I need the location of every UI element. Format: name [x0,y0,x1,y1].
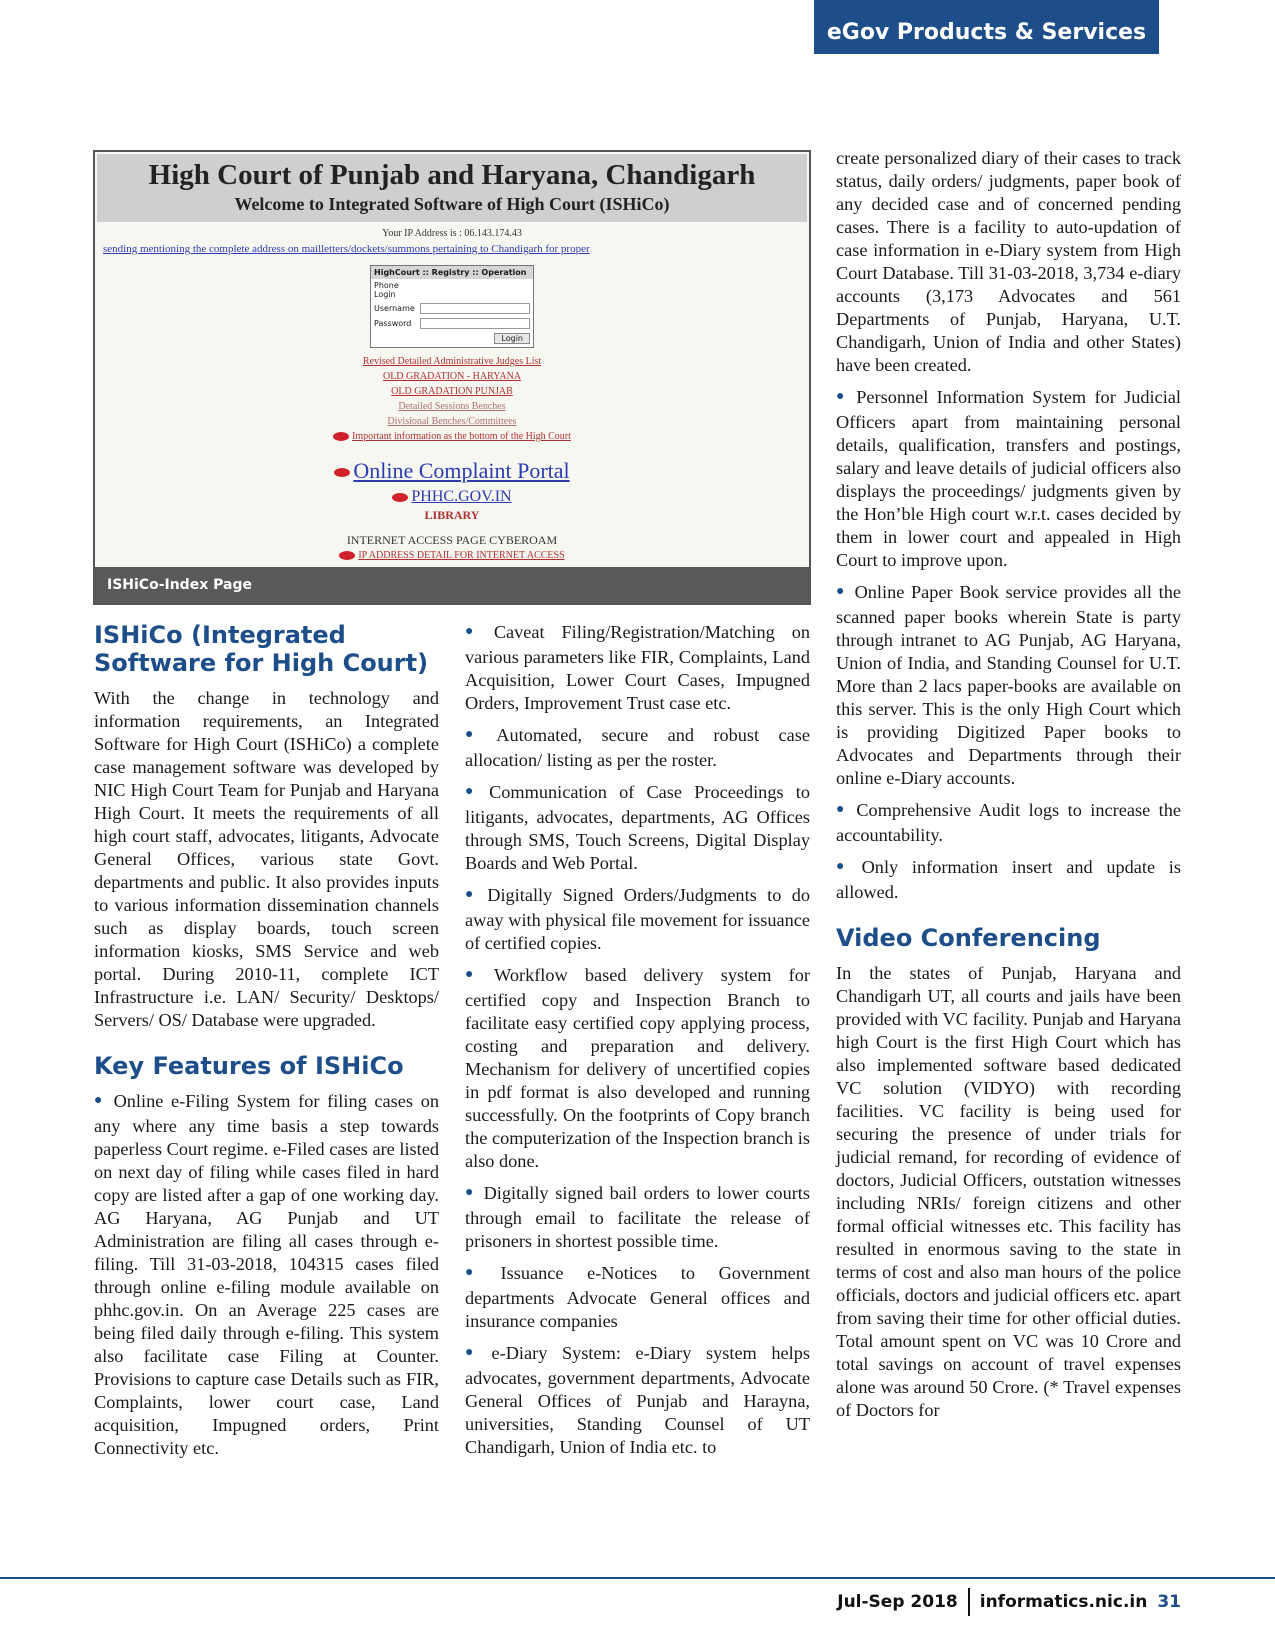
screenshot-portal-text: Online Complaint Portal [353,458,570,483]
new-badge-icon [392,493,408,502]
screenshot-header [97,154,807,222]
screenshot-internet-link: INTERNET ACCESS PAGE CYBEROAM [346,533,558,547]
screenshot-link: OLD GRADATION PUNJAB [391,386,513,397]
section-heading-ishico: ISHiCo (Integrated Software for High Court) [94,621,429,677]
bullet-item: ● Communication of Case Proceedings to litigants, advocates, departments, AG Offices through SMS, Touch Screens, Digital Display Boards and Web Portal. [465,781,810,875]
footer-rule [0,1577,1275,1579]
bullet-item: ● e-Diary System: e-Diary system helps advocates, government departments, Advocate General Offices of Punjab and Harayna, universities, Standing Counsel of UT Chandigarh, Union of India etc. to [465,1342,810,1459]
screenshot-notice-link [95,429,809,444]
login-password-label: Password [374,319,412,328]
login-phone-label: Phone Login [374,281,399,299]
screenshot-site-text: PHHC.GOV.IN [411,488,512,505]
login-button: Login [494,333,530,344]
login-box-header: HighCourt :: Registry :: Operation [371,266,533,279]
login-phone-row [371,279,533,301]
screenshot-link: Detailed Sessions Benches [398,401,506,412]
bullet-item: ● Workflow based delivery system for certified copy and Inspection Branch to facilitate easy certified copy applying process, costing and preparation and delivery. Mechanism for delivery of uncertified copies in pdf format is also developed and running successfully. On the footprints of Copy branch the computerization of the Inspection branch is also done. [465,964,810,1173]
paragraph: In the states of Punjab, Haryana and Chandigarh UT, all courts and jails have been provided with VC facility. Punjab and Haryana high Court is the first High Court which has also implemented software based dedicated VC solution (VIDYO) with recording facilities. VC facility is being used for securing the presence of under trials for judicial remand, for recording of evidence of doctors, Judicial Officers, outstation witnesses including NRIs/ foreign citizens and other formal official witnesses etc. This facility has resulted in enormous saving to the state in terms of cost and also man hours of the police officials, doctors and judicial officers etc. apart from saving their time for other official duties. Total amount spent on VC was 10 Crore and total savings on account of travel expenses alone was around 50 Crore. (* Travel expenses of Doctors for [836,963,1181,1420]
screenshot-library-link: LIBRARY [424,508,480,522]
figure-caption-text: ISHiCo-Index Page [107,577,252,593]
screenshot-internet-link-2 [95,548,809,563]
bullet-item: ● Online e-Filing System for filing cases on any where any time basis a step towards paperless Court regime. e-Filed cases are listed on next day of filing while cases filed in hard copy are listed after a gap of one working day. AG Haryana, AG Punjab and UT Administration are filing all cases through e-filing. Till 31-03-2018, 104315 cases filed through online e-filing module available on phhc.gov.in. On an Average 225 cases are being filed daily through e-filing. This system also facilitate case Filing at Counter. Provisions to capture case Details such as FIR, Complaints, lower court case, Land acquisition, Impugned orders, Print Connectivity etc. [94,1090,439,1460]
login-username-field [420,303,530,314]
bullet-item: ● Issuance e-Notices to Government departments Advocate General offices and insurance companies [465,1262,810,1333]
screenshot-link: Divisional Benches/Committees [387,416,517,427]
column-1 [94,621,439,1469]
page-number: 31 [1157,1592,1181,1612]
login-username-label: Username [374,304,415,313]
column-3 [836,147,1181,1431]
section-tab [814,0,1159,54]
ishico-index-screenshot [93,150,811,605]
login-button-row [371,331,533,347]
screenshot-marquee: sending mentioning the complete address on mailletters/dockets/summons pertaining to Chandigarh for proper [103,243,590,255]
footer-separator [968,1588,970,1616]
screenshot-site-link [95,488,809,506]
screenshot-ip-line: Your IP Address is : 06.143.174.43 [382,228,522,239]
footer-site: informatics.nic.in [979,1592,1148,1612]
screenshot-internet-link-2-text: IP ADDRESS DETAIL FOR INTERNET ACCESS [358,550,565,561]
screenshot-subtitle: Welcome to Integrated Software of High Court (ISHiCo) [234,194,670,214]
footer-issue: Jul-Sep 2018 [837,1592,958,1612]
bullet-item: ● Caveat Filing/Registration/Matching on various parameters like FIR, Complaints, Land Acquisition, Lower Court Cases, Impugned Orders, Improvement Trust case etc. [465,621,810,715]
login-username-row [371,301,533,316]
section-heading-key-features: Key Features of ISHiCo [94,1052,404,1080]
column-2 [465,621,810,1468]
screenshot-portal-link [95,458,809,484]
bullet-item: ● Automated, secure and robust case allocation/ listing as per the roster. [465,724,810,772]
login-password-field [420,318,530,329]
screenshot-links [95,354,809,444]
bullet-item: ● Online Paper Book service provides all the scanned paper books wherein State is party through intranet to AG Punjab, AG Haryana, Union of India, and Standing Counsel for U.T. More than 2 lacs paper-books are available on this server. This is the only High Court which is providing Digitized Paper books to Advocates and Departments through their online e-Diary accounts. [836,581,1181,790]
new-badge-icon [339,551,355,560]
screenshot-link: Revised Detailed Administrative Judges List [362,356,542,367]
section-title: eGov Products & Services [826,19,1147,45]
page-footer [837,1588,1181,1616]
section-heading-video-conferencing: Video Conferencing [836,924,1101,952]
figure-caption [95,567,809,603]
bullet-item: ● Digitally Signed Orders/Judgments to do away with physical file movement for issuance of certified copies. [465,884,810,955]
screenshot-notice-link-text: Important information as the bottom of the High Court [352,431,571,442]
screenshot-link: OLD GRADATION - HARYANA [382,371,522,382]
bullet-item: ● Personnel Information System for Judicial Officers apart from maintaining personal details, qualification, transfers and postings, salary and leave details of judicial officers also displays the proceedings/ judgments given by the Hon’ble High court w.r.t. cases decided by them in lower court and appealed in High Court to improve upon. [836,386,1181,572]
screenshot-title: High Court of Punjab and Haryana, Chandigarh [148,159,756,191]
new-badge-icon [334,468,350,477]
bullet-item: ● Digitally signed bail orders to lower courts through email to facilitate the release of prisoners in shortest possible time. [465,1182,810,1253]
screenshot-login-box [370,265,534,348]
bullet-item: ● Comprehensive Audit logs to increase the accountability. [836,799,1181,847]
login-password-row [371,316,533,331]
bullet-item: ● Only information insert and update is allowed. [836,856,1181,904]
paragraph: With the change in technology and information requirements, an Integrated Software for High Court (ISHiCo) a complete case management software was developed by NIC High Court Team for Punjab and Haryana High Court. It meets the requirements of all high court staff, advocates, litigants, Advocate General Offices, various state Govt. departments and public. It also provides inputs to various information dissemination channels such as display boards, touch screen information kiosks, SMS Service and web portal. During 2010-11, complete ICT Infrastructure i.e. LAN/ Security/ Desktops/ Servers/ OS/ Database were upgraded. [94,688,439,1030]
paragraph: create personalized diary of their cases to track status, daily orders/ judgments, paper book of any decided case and of concerned pending cases. There is a facility to auto-updation of case information in e-Diary system from High Court Database. Till 31-03-2018, 3,734 e-diary accounts (3,173 Advocates and 561 Departments of Punjab, Haryana, U.T. Chandigarh, Union of India and other States) have been created. [836,148,1181,375]
new-badge-icon [333,432,349,441]
